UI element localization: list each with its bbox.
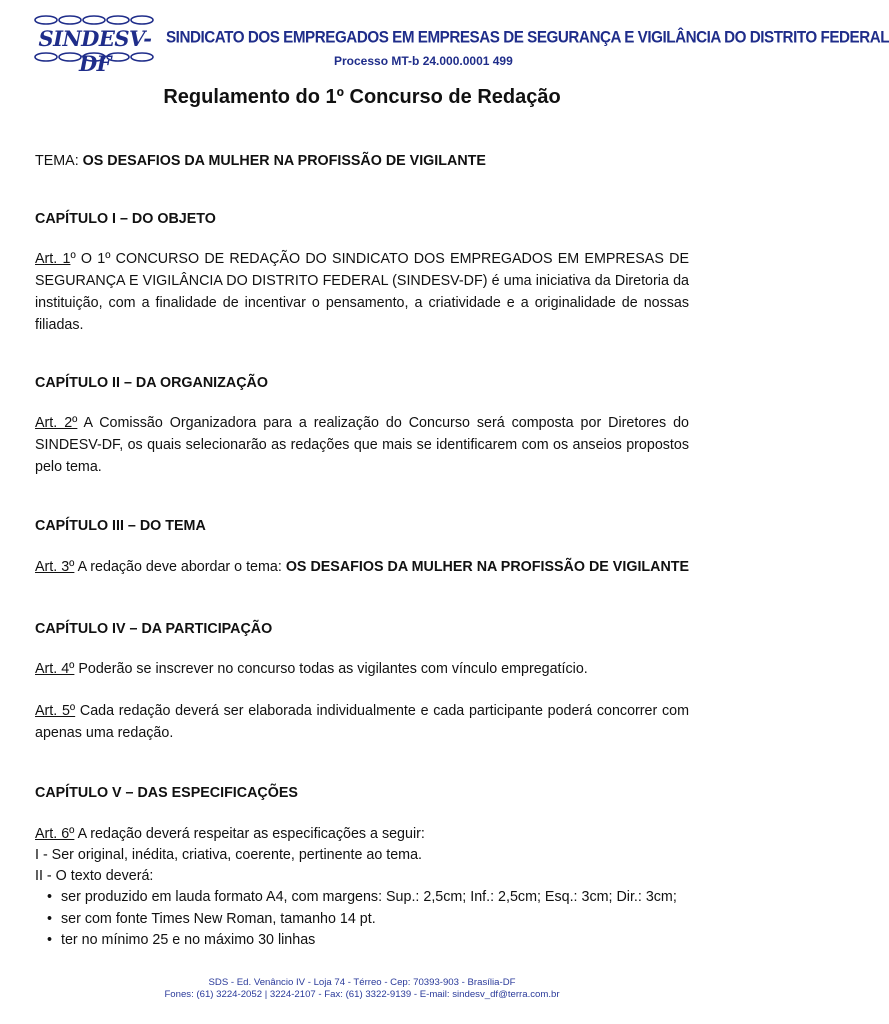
- spec-bullet: [47, 886, 677, 908]
- article-text: A redação deverá respeitar as especificações a seguir:: [74, 826, 425, 842]
- tema-value: OS DESAFIOS DA MULHER NA PROFISSÃO DE VIGILANTE: [82, 153, 486, 169]
- bullet-icon: •: [47, 932, 53, 948]
- chapter-title: CAPÍTULO V – DAS ESPECIFICAÇÕES: [35, 785, 298, 801]
- article-text: º O 1º CONCURSO DE REDAÇÃO DO SINDICATO DOS EMPREGADOS EM EMPRESAS DE SEGURANÇA E VIGILÂNCIA DO DISTRITO FEDERAL (SINDESV-DF) é uma iniciativa da Diretoria da instituição, com a finalidade de incentivar o pensamento, a criatividade e a originalidade de nossas filiadas.: [35, 251, 689, 333]
- spec-bullet: [47, 908, 376, 930]
- article-6: [35, 823, 425, 845]
- bullet-text: ser com fonte Times New Roman, tamanho 14 pt.: [61, 911, 376, 927]
- bullet-icon: •: [47, 911, 53, 927]
- letterhead: [32, 14, 889, 76]
- article-bold-text: OS DESAFIOS DA MULHER NA PROFISSÃO DE VIGILANTE: [285, 559, 690, 575]
- footer-contacts: Fones: (61) 3224-2052 | 3224-2107 - Fax: (61) 3322-9139 - E-mail: sindesv_df@terra.com.br: [164, 989, 560, 1000]
- article-text: Poderão se inscrever no concurso todas as vigilantes com vínculo empregatício.: [74, 661, 588, 677]
- spec-item: II - O texto deverá:: [35, 868, 154, 884]
- bullet-icon: •: [47, 889, 53, 905]
- article-4: [35, 658, 588, 680]
- article-label: Art. 6º: [35, 826, 75, 842]
- logo-text: SINDESV-DF: [38, 26, 152, 76]
- chapter-title: CAPÍTULO II – DA ORGANIZAÇÃO: [35, 375, 268, 391]
- chapter-title: CAPÍTULO I – DO OBJETO: [35, 211, 216, 227]
- tema-line: [35, 150, 486, 172]
- document-title: Regulamento do 1º Concurso de Redação: [163, 86, 561, 108]
- article-label: Art. 4º: [35, 661, 75, 677]
- article-3: [35, 556, 689, 578]
- footer: [0, 977, 724, 1001]
- article-5: [35, 700, 689, 744]
- sindesv-logo: [32, 14, 158, 76]
- tema-label: TEMA:: [35, 153, 79, 169]
- process-number: Processo MT-b 24.000.0001 499: [334, 54, 513, 68]
- article-label: Art. 5º: [35, 703, 76, 719]
- article-1: [35, 248, 689, 336]
- article-label: Art. 3º: [35, 559, 75, 575]
- article-text: A Comissão Organizadora para a realização do Concurso será composta por Diretores do SINDESV-DF, os quais selecionarão as redações que mais se identificarem com os anseios propostos pelo tema.: [35, 415, 690, 475]
- article-text: A redação deve abordar o tema:: [74, 559, 286, 575]
- article-label: Art. 1: [35, 251, 71, 267]
- bullet-text: ser produzido em lauda formato A4, com margens: Sup.: 2,5cm; Inf.: 2,5cm; Esq.: 3cm; Dir.: 3cm;: [61, 889, 677, 905]
- article-label: Art. 2º: [35, 415, 78, 431]
- chapter-title: CAPÍTULO IV – DA PARTICIPAÇÃO: [35, 621, 273, 637]
- union-name: SINDICATO DOS EMPREGADOS EM EMPRESAS DE SEGURANÇA E VIGILÂNCIA DO DISTRITO FEDERAL: [166, 28, 889, 48]
- chapter-title: CAPÍTULO III – DO TEMA: [35, 518, 206, 534]
- article-2: [35, 412, 689, 478]
- bullet-text: ter no mínimo 25 e no máximo 30 linhas: [61, 932, 316, 948]
- spec-item: I - Ser original, inédita, criativa, coerente, pertinente ao tema.: [35, 847, 423, 863]
- spec-bullet: [47, 929, 315, 951]
- article-text: Cada redação deverá ser elaborada individualmente e cada participante poderá concorrer com apenas uma redação.: [35, 703, 689, 741]
- footer-address: SDS - Ed. Venâncio IV - Loja 74 - Térreo - Cep: 70393-903 - Brasília-DF: [208, 977, 516, 988]
